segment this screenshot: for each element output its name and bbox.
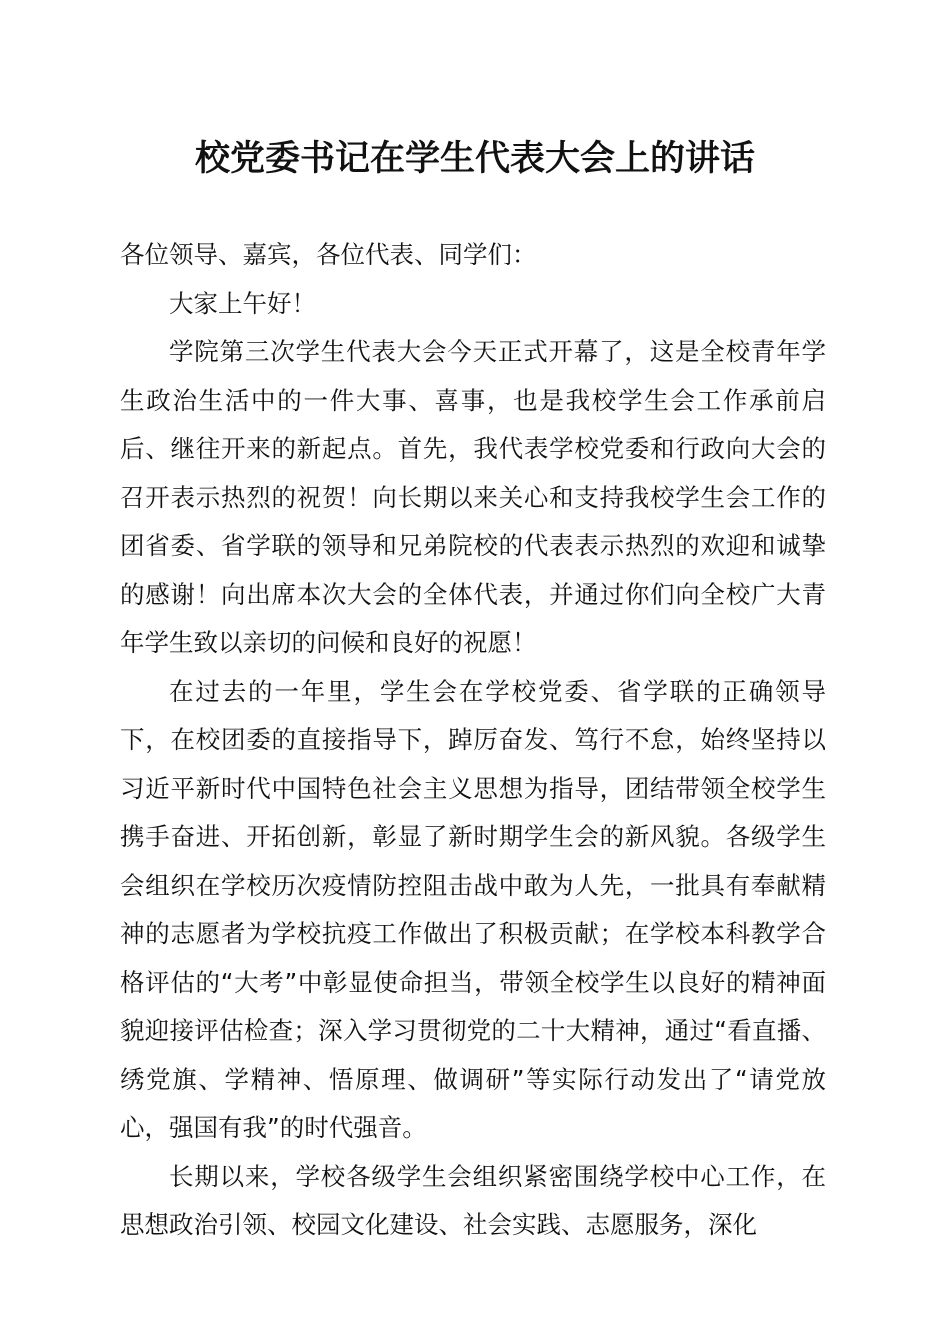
document-title: 校党委书记在学生代表大会上的讲话 xyxy=(194,138,755,179)
paragraph-long-term: 长期以来，学校各级学生会组织紧密围绕学校中心工作，在思想政治引领、校园文化建设、社会实践、志愿服务，深化 xyxy=(120,1161,826,1239)
salutation: 各位领导、嘉宾，各位代表、同学们： xyxy=(120,240,537,269)
greeting: 大家上午好！ xyxy=(169,288,316,318)
paragraph-past-year: 在过去的一年里，学生会在学校党委、省学联的正确领导下，在校团委的直接指导下，踔厉奋发、笃行不怠，始终坚持以习近平新时代中国特色社会主义思想为指导，团结带领全校学生携手奋进、开拓创新，彰显了新时期学生会的新风貌。各级学生会组织在学校历次疫情防控阻击战中敢为人先，一批具有奉献精神的志愿者为学校抗疫工作做出了积极贡献；在学校本科教学合格评估的“大考”中彰显使命担当，带领全校学生以良好的精神面貌迎接评估检查；深入学习贯彻党的二十大精神，通过“看直播、绣党旗、学精神、悟原理、做调研”等实际行动发出了“请党放心，强国有我”的时代强音。 xyxy=(120,676,826,1142)
document-body xyxy=(120,231,826,1250)
paragraph-opening: 学院第三次学生代表大会今天正式开幕了，这是全校青年学生政治生活中的一件大事、喜事，也是我校学生会工作承前启后、继往开来的新起点。首先，我代表学校党委和行政向大会的召开表示热烈的祝贺！向长期以来关心和支持我校学生会工作的团省委、省学联的领导和兄弟院校的代表表示热烈的欢迎和诚挚的感谢！向出席本次大会的全体代表，并通过你们向全校广大青年学生致以亲切的问候和良好的祝愿！ xyxy=(120,337,826,657)
